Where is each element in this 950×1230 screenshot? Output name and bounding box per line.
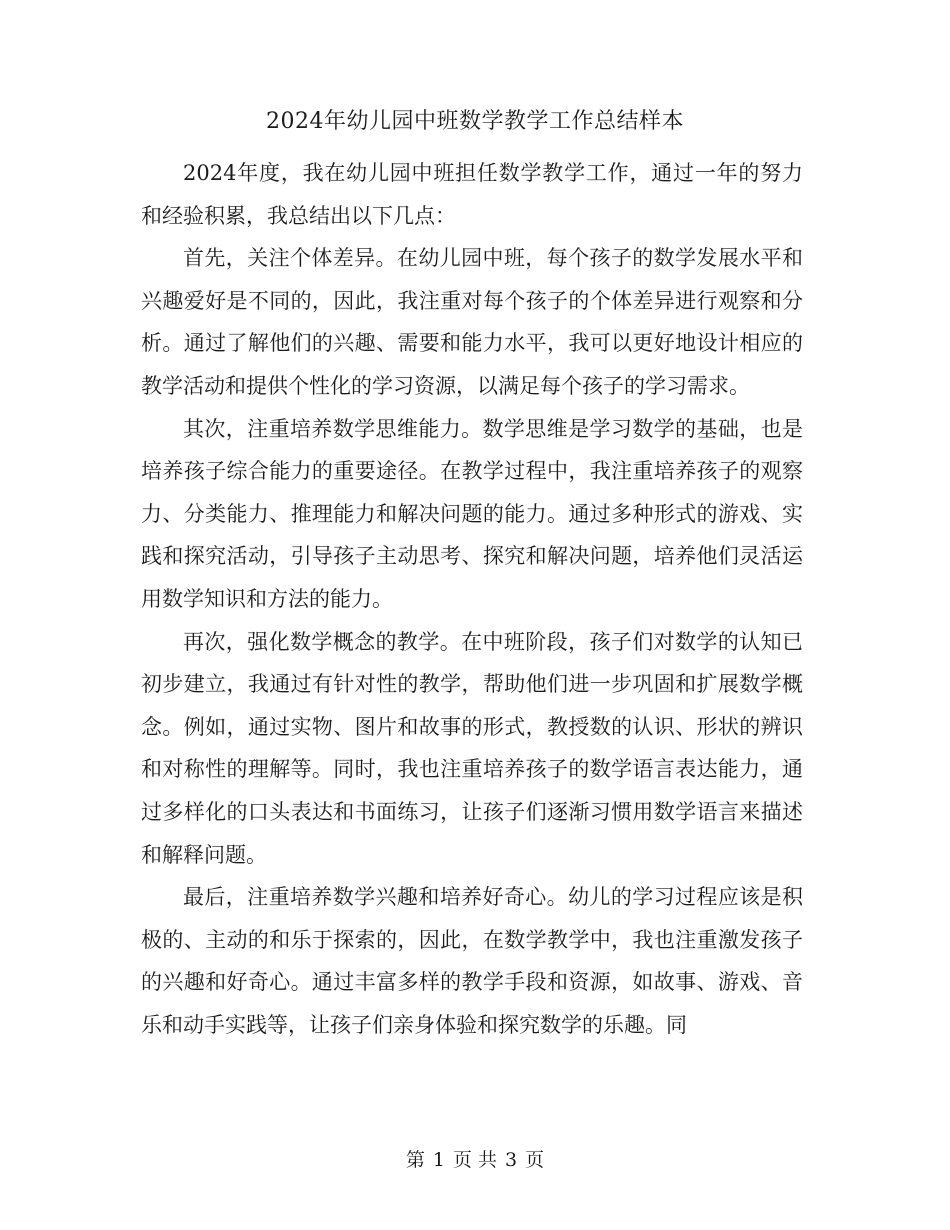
document-body xyxy=(141,152,803,1046)
footer-total-pages: 3 xyxy=(505,1149,518,1171)
paragraph-intro: 2024年度，我在幼儿园中班担任数学教学工作，通过一年的努力和经验积累，我总结出以下几点： xyxy=(141,161,803,228)
footer-middle: 页 共 xyxy=(452,1149,498,1171)
paragraph-individual-differences: 首先，关注个体差异。在幼儿园中班，每个孩子的数学发展水平和兴趣爱好是不同的，因此，我注重对每个孩子的个体差异进行观察和分析。通过了解他们的兴趣、需要和能力水平，我可以更好地设计相应的教学活动和提供个性化的学习资源，以满足每个孩子的学习需求。 xyxy=(141,246,803,398)
footer-suffix: 页 xyxy=(525,1149,545,1171)
page-footer xyxy=(0,1146,950,1174)
footer-page-number: 1 xyxy=(432,1149,445,1171)
paragraph-math-thinking: 其次，注重培养数学思维能力。数学思维是学习数学的基础，也是培养孩子综合能力的重要途径。在教学过程中，我注重培养孩子的观察力、分类能力、推理能力和解决问题的能力。通过多种形式的游戏、实践和探究活动，引导孩子主动思考、探究和解决问题，培养他们灵活运用数学知识和方法的能力。 xyxy=(141,416,803,611)
document-title: 2024年幼儿园中班数学教学工作总结样本 xyxy=(266,109,684,134)
paragraph-math-interest: 最后，注重培养数学兴趣和培养好奇心。幼儿的学习过程应该是积极的、主动的和乐于探索的，因此，在数学教学中，我也注重激发孩子的兴趣和好奇心。通过丰富多样的教学手段和资源，如故事、游戏、音乐和动手实践等，让孩子们亲身体验和探究数学的乐趣。同 xyxy=(141,885,803,1037)
paragraph-math-concepts: 再次，强化数学概念的教学。在中班阶段，孩子们对数学的认知已初步建立，我通过有针对性的教学，帮助他们进一步巩固和扩展数学概念。例如，通过实物、图片和故事的形式，教授数的认识、形状的辨识和对称性的理解等。同时，我也注重培养孩子的数学语言表达能力，通过多样化的口头表达和书面练习，让孩子们逐渐习惯用数学语言来描述和解释问题。 xyxy=(141,629,803,867)
footer-prefix: 第 xyxy=(405,1149,425,1171)
